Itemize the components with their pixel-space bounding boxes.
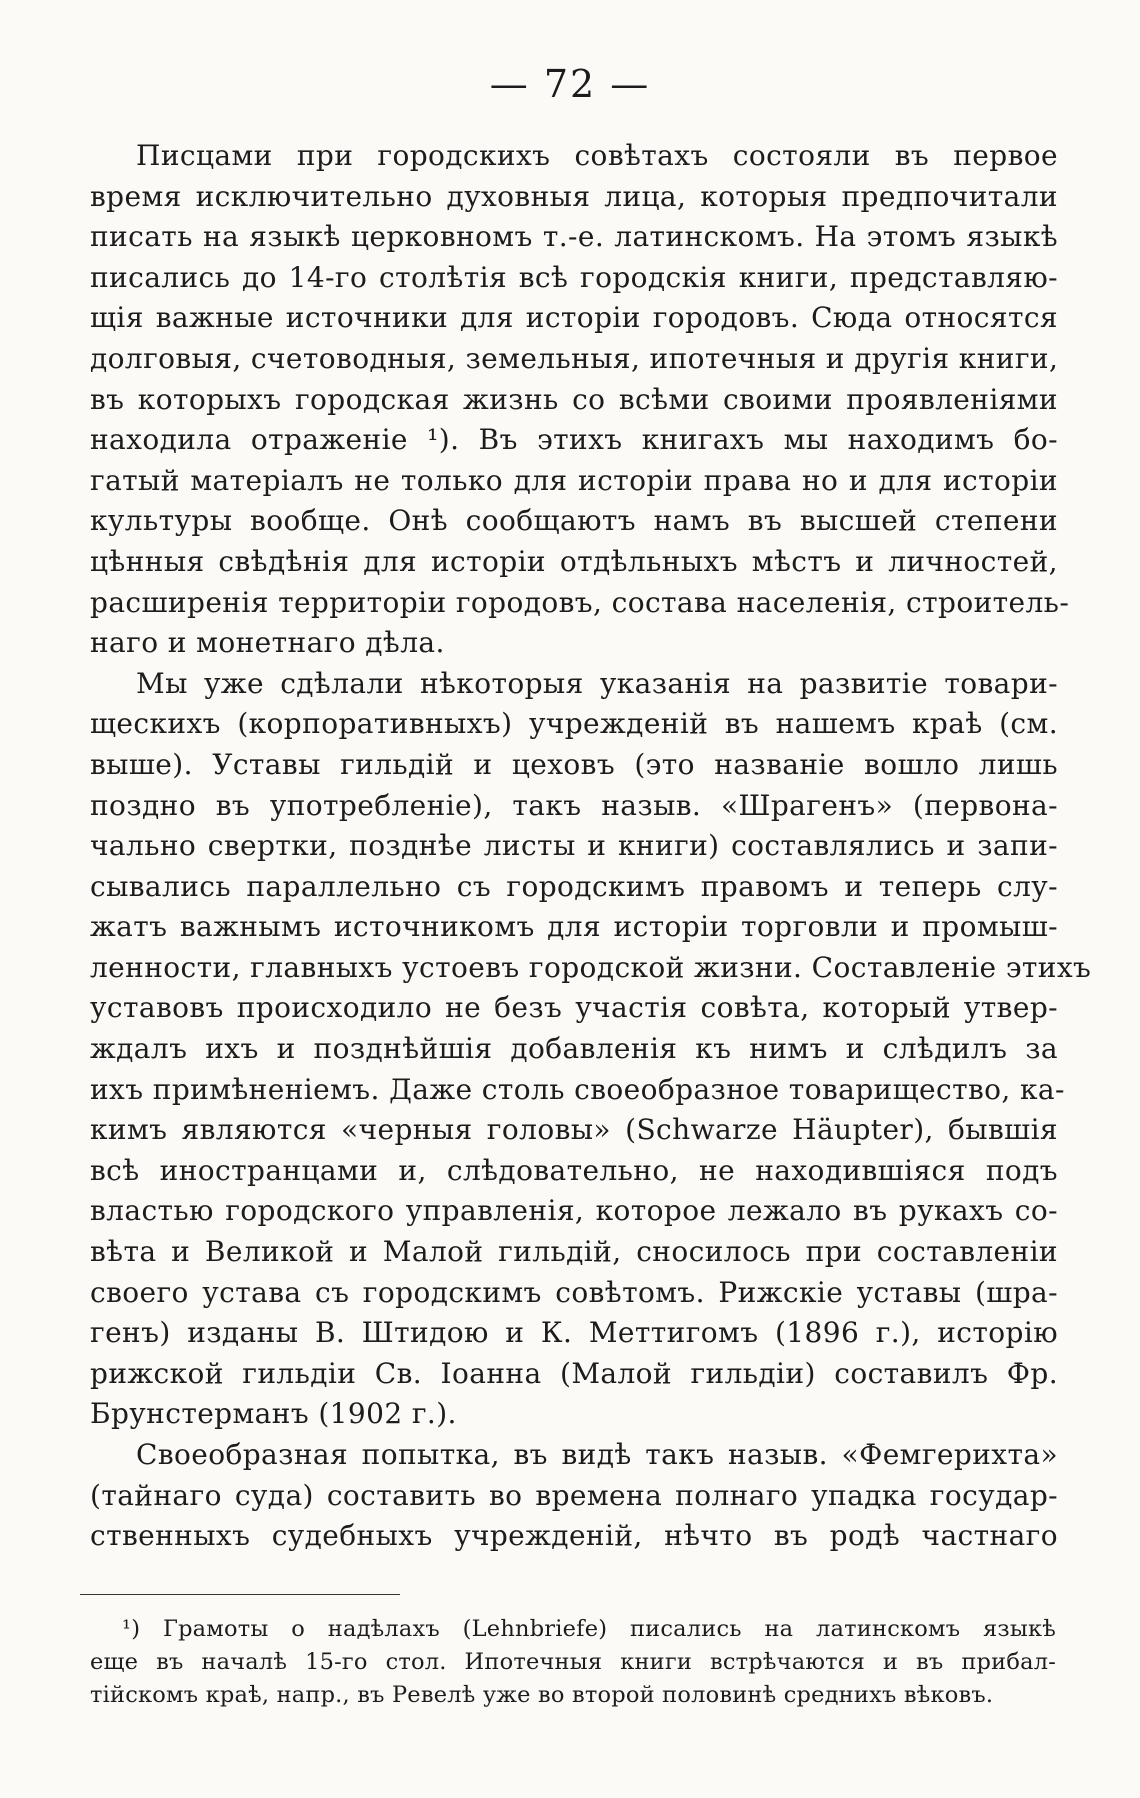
footnote-line: тійскомъ краѣ, напр., въ Ревелѣ уже во второй половинѣ среднихъ вѣковъ.	[90, 1682, 994, 1708]
text-line: ждалъ ихъ и позднѣйшія добавленія къ нимъ и слѣдилъ за	[90, 1032, 1058, 1066]
footnotes	[90, 1613, 1056, 1712]
text-line: уставовъ происходило не безъ участія совѣта, который утвер-	[90, 991, 1058, 1025]
main-text	[90, 136, 1092, 1557]
footnote-line: ¹) Грамоты о надѣлахъ (Lehnbriefe) писались на латинскомъ языкѣ	[122, 1616, 1056, 1642]
text-line: своего устава съ городскимъ совѣтомъ. Рижскіе уставы (шра-	[90, 1275, 1058, 1309]
text-line: наго и монетнаго дѣла.	[90, 626, 445, 660]
text-line: Мы уже сдѣлали нѣкоторыя указанія на развитіе товари-	[136, 666, 1058, 700]
text-line: ихъ примѣненіемъ. Даже столь своеобразное товарищество, ка-	[90, 1072, 1065, 1106]
text-line: генъ) изданы В. Штидою и К. Меттигомъ (1896 г.), исторію	[90, 1316, 1058, 1350]
text-line: Брунстерманъ (1902 г.).	[90, 1397, 457, 1431]
text-line: властью городского управленія, которое лежало въ рукахъ со-	[90, 1194, 1058, 1228]
text-line: гатый матеріалъ не только для исторіи права но и для исторіи	[90, 463, 1058, 497]
text-line: кимъ являются «черныя головы» (Schwarze Häupter), бывшія	[90, 1113, 1058, 1147]
text-line: цѣнныя свѣдѣнія для исторіи отдѣльныхъ мѣстъ и личностей,	[90, 544, 1058, 578]
text-line: жатъ важнымъ источникомъ для исторіи торговли и промыш-	[90, 910, 1058, 944]
text-line: расширенія территоріи городовъ, состава населенія, строитель-	[90, 585, 1070, 619]
text-line: долговыя, счетоводныя, земельныя, ипотечныя и другія книги,	[90, 341, 1059, 375]
text-line: ленности, главныхъ устоевъ городской жизни. Составленіе этихъ	[90, 950, 1092, 984]
text-line: (тайнаго суда) составить во времена полнаго упадка государ-	[90, 1478, 1058, 1512]
text-line: щія важные источники для исторіи городовъ. Сюда относятся	[90, 301, 1058, 335]
page-number: — 72 —	[489, 62, 651, 106]
text-line: вѣта и Великой и Малой гильдій, сносилось при составленіи	[90, 1235, 1058, 1269]
text-line: ственныхъ судебныхъ учрежденій, нѣчто въ родѣ частнаго	[90, 1519, 1058, 1553]
text-line: рижской гильдіи Св. Іоанна (Малой гильдіи) составилъ Фр.	[90, 1356, 1058, 1390]
text-line: время исключительно духовныя лица, которыя предпочитали	[90, 179, 1058, 213]
text-line: культуры вообще. Онѣ сообщаютъ намъ въ высшей степени	[90, 504, 1058, 538]
text-line: въ которыхъ городская жизнь со всѣми своими проявленіями	[90, 382, 1058, 416]
footnote-divider	[80, 1594, 400, 1595]
text-line: щескихъ (корпоративныхъ) учрежденій въ нашемъ краѣ (см.	[90, 707, 1058, 741]
text-line: писались до 14-го столѣтія всѣ городскія книги, представляю-	[90, 260, 1058, 294]
text-line: писать на языкѣ церковномъ т.-е. латинскомъ. На этомъ языкѣ	[90, 220, 1058, 254]
text-line: сывались параллельно съ городскимъ правомъ и теперь слу-	[90, 869, 1058, 903]
text-line: Своеобразная попытка, въ видѣ такъ назыв. «Фемгерихта»	[136, 1438, 1058, 1471]
footnote-line: еще въ началѣ 15-го стол. Ипотечныя книги встрѣчаются и въ прибал-	[90, 1649, 1056, 1675]
text-line: поздно въ употребленіе), такъ назыв. «Шрагенъ» (первона-	[90, 788, 1058, 822]
text-line: чально свертки, позднѣе листы и книги) составлялись и запи-	[90, 829, 1058, 863]
text-line: всѣ иностранцами и, слѣдовательно, не находившіяся подъ	[90, 1153, 1058, 1187]
text-line: находила отраженіе ¹). Въ этихъ книгахъ мы находимъ бо-	[90, 423, 1058, 457]
text-line: Писцами при городскихъ совѣтахъ состояли въ первое	[136, 139, 1058, 172]
text-line: выше). Уставы гильдій и цеховъ (это названіе вошло лишь	[90, 747, 1058, 781]
